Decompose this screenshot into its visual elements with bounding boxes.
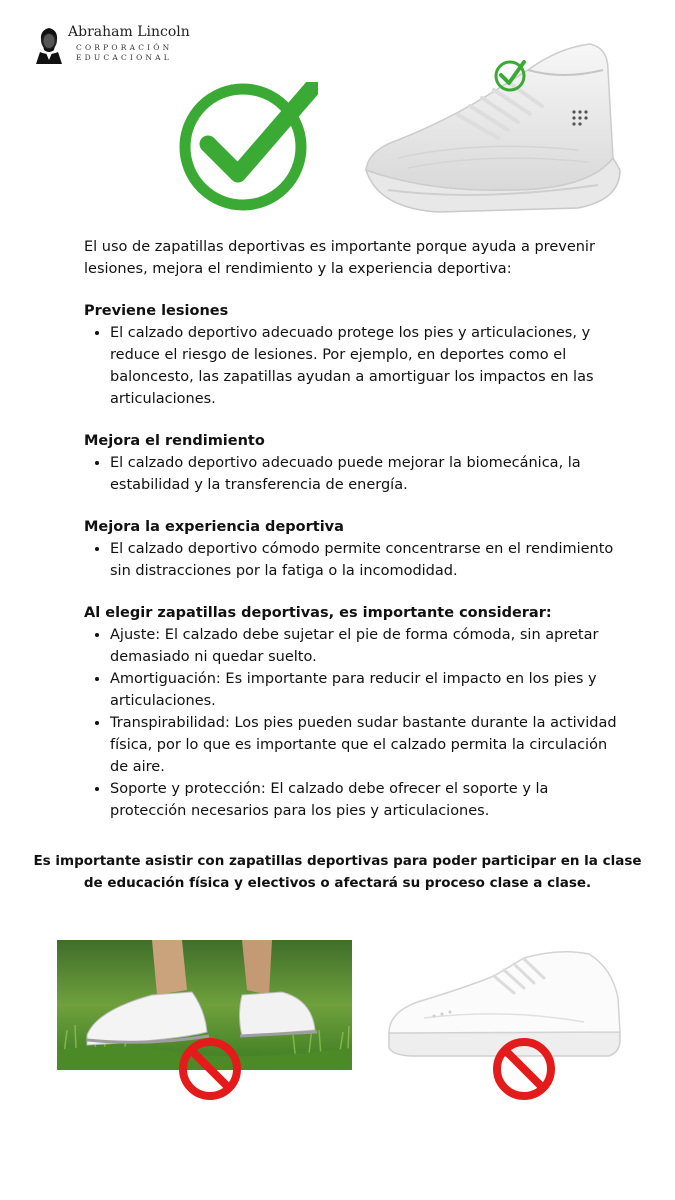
footer-note: Es importante asistir con zapatillas deportivas para poder participar en la clase de educación física y electivos o afectará su proceso clase a clase. (33, 853, 642, 891)
list-item: • El calzado deportivo cómodo permite concentrarse en el rendimiento sin distracciones por la fatiga o la incomodidad. (110, 538, 619, 582)
list-item: • Ajuste: El calzado debe sujetar el pie de forma cómoda, sin apretar demasiado ni quedar suelto. (110, 624, 619, 668)
list-item: • El calzado deportivo adecuado protege los pies y articulaciones, y reduce el riesgo de lesiones. Por ejemplo, en deportes como el baloncesto, las zapatillas ayudan a amortiguar los impactos en las articulaciones. (110, 322, 619, 410)
list-item: • Soporte y protección: El calzado debe ofrecer el soporte y la protección necesarios para los pies y articulaciones. (110, 778, 619, 822)
list-item: • Transpirabilidad: Los pies pueden sudar bastante durante la actividad física, por lo que es importante que el calzado permita la circulación de aire. (110, 712, 619, 778)
heading-previene-lesiones: Previene lesiones (84, 303, 229, 319)
list-considerar (84, 624, 619, 822)
list-mejora-experiencia (84, 538, 619, 582)
prohibited-icon (492, 1037, 556, 1101)
intro-paragraph: El uso de zapatillas deportivas es importante porque ayuda a prevenir lesiones, mejora el rendimiento y la experiencia deportiva: (84, 239, 595, 277)
prohibited-icon (178, 1037, 242, 1101)
heading-mejora-experiencia: Mejora la experiencia deportiva (84, 519, 344, 535)
lincoln-portrait-icon (26, 20, 72, 66)
list-item: • El calzado deportivo adecuado puede mejorar la biomecánica, la estabilidad y la transferencia de energía. (110, 452, 619, 496)
main-content (84, 236, 619, 822)
list-mejora-rendimiento (84, 452, 619, 496)
list-previene-lesiones (84, 322, 619, 410)
running-shoe-icon (358, 40, 628, 225)
check-circle-icon (178, 82, 318, 222)
heading-considerar: Al elegir zapatillas deportivas, es importante considerar: (84, 605, 552, 621)
logo-name: Abraham Lincoln (68, 24, 190, 40)
school-logo (26, 20, 216, 68)
list-item: • Amortiguación: Es importante para reducir el impacto en los pies y articulaciones. (110, 668, 619, 712)
logo-subtitle-2: EDUCACIONAL (76, 53, 172, 62)
heading-mejora-rendimiento: Mejora el rendimiento (84, 433, 265, 449)
logo-subtitle-1: CORPORACIÓN (76, 43, 173, 52)
